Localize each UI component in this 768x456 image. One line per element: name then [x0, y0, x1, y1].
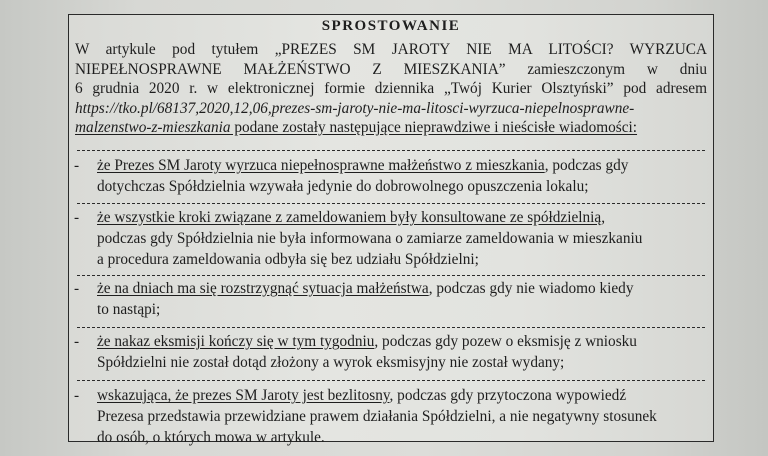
separator [77, 380, 705, 381]
item-text [97, 155, 707, 197]
item-rest: , podczas gdy pozew o eksmisję z wniosku [374, 333, 637, 350]
item-claim: że na dniach ma się rozstrzygnąć sytuacja małżeństwa [97, 280, 429, 297]
item-claim: że wszystkie kroki związane z zameldowaniem były konsultowane ze spółdzielnią [97, 209, 602, 226]
item-claim: wskazująca, że prezes SM Jaroty jest bezlitosny [97, 387, 390, 404]
item-dash: - [74, 280, 80, 297]
item-text [97, 385, 707, 448]
correction-notice [68, 14, 714, 446]
item-text [97, 278, 707, 320]
intro-line-5 [75, 118, 707, 138]
intro-line-3: 6 grudnia 2020 r. w elektronicznej formie dziennika „Twój Kurier Olsztyński” pod adresem [75, 80, 707, 97]
item-line [97, 385, 707, 406]
item-rest: , [601, 209, 606, 226]
item-line [97, 331, 707, 352]
item-rest: , podczas gdy [544, 157, 629, 174]
item-continuation: do osób, o których mowa w artykule. [97, 429, 325, 446]
item-continuation: to nastąpi; [97, 301, 161, 318]
item-claim: że Prezes SM Jaroty wyrzuca niepełnosprawne małżeństwo z mieszkania [97, 157, 545, 174]
item-continuation: podczas gdy Spółdzielnia nie była informowana o zamiarze zameldowania w mieszkaniu [97, 230, 643, 247]
item-dash: - [74, 209, 80, 226]
item-dash: - [74, 387, 80, 404]
separator [77, 203, 705, 204]
item-text [97, 331, 707, 373]
item-text [97, 207, 707, 270]
item-line [97, 278, 707, 299]
item-dash: - [74, 333, 80, 350]
item-rest: , podczas gdy przytoczona wypowiedź [389, 387, 627, 404]
item-continuation: dotychczas Spółdzielnia wzywała jedynie do dobrowolnego opuszczenia lokalu; [97, 178, 589, 195]
item-dash: - [74, 157, 80, 174]
intro-line-1: W artykule pod tytułem „PREZES SM JAROTY NIE MA LITOŚCI? WYRZUCA [75, 41, 707, 58]
notice-title: SPROSTOWANIE [321, 18, 461, 34]
article-url-part-2: malzenstwo-z-mieszkania [75, 119, 231, 136]
separator [77, 275, 705, 276]
intro-line-2: NIEPEŁNOSPRAWNE MAŁŻEŃSTWO Z MIESZKANIA” zamieszczonym w dniu [75, 60, 707, 78]
item-rest: , podczas gdy nie wiadomo kiedy [428, 280, 634, 297]
separator [77, 150, 705, 151]
separator [77, 327, 705, 328]
item-continuation: Prezesa przedstawia przewidziane prawem działania Spółdzielni, a nie negatywny stosunek [97, 408, 657, 425]
item-line [97, 155, 707, 176]
intro-paragraph [75, 40, 707, 138]
item-continuation: Spółdzielni nie został dotąd złożony a wyrok eksmisyjny nie został wydany; [97, 354, 565, 371]
item-claim: że nakaz eksmisji kończy się w tym tygodniu [97, 333, 375, 350]
item-line [97, 207, 707, 228]
intro-tail: podane zostały następujące nieprawdziwe i nieścisłe wiadomości: [230, 119, 638, 136]
item-continuation: a procedura zameldowania odbyła się bez udziału Spółdzielni; [97, 251, 479, 268]
article-url-part-1: https://tko.pl/68137,2020,12,06,prezes-sm-jaroty-nie-ma-litosci-wyrzuca-niepelnosprawne- [75, 99, 635, 117]
